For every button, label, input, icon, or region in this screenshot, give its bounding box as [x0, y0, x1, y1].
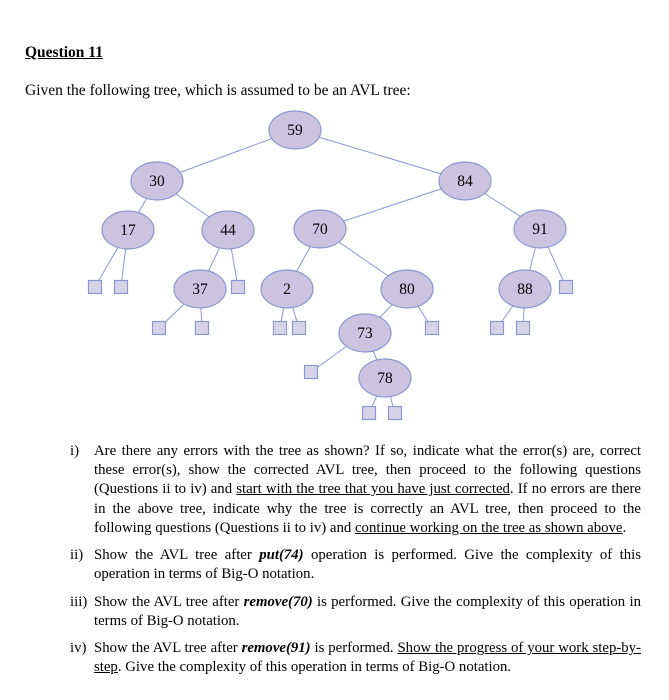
tree-edge	[295, 130, 465, 181]
tree-null-leaf	[232, 281, 245, 294]
tree-null-leaf	[426, 322, 439, 335]
question-label: iii)	[70, 593, 88, 610]
avl-tree-diagram	[0, 106, 669, 428]
tree-node-73	[339, 314, 391, 352]
tree-null-leaf	[89, 281, 102, 294]
svg-text:91: 91	[532, 221, 548, 238]
svg-text:80: 80	[399, 281, 415, 298]
tree-node-70	[294, 210, 346, 248]
question-label: ii)	[70, 547, 84, 564]
svg-text:44: 44	[220, 222, 236, 239]
tree-node-59	[269, 111, 321, 149]
question-label: iv)	[70, 640, 87, 657]
question-title: Question 11	[25, 44, 103, 61]
svg-text:30: 30	[149, 173, 165, 190]
tree-node-84	[439, 162, 491, 200]
questions-list	[70, 442, 641, 678]
tree-node-80	[381, 270, 433, 308]
intro-text: Given the following tree, which is assumed to be an AVL tree:	[25, 82, 411, 99]
question-item-i	[70, 442, 641, 538]
svg-text:78: 78	[377, 370, 393, 387]
tree-node-17	[102, 211, 154, 249]
tree-null-leaf	[491, 322, 504, 335]
tree-null-leaf	[389, 407, 402, 420]
tree-node-44	[202, 211, 254, 249]
tree-null-leaf	[293, 322, 306, 335]
question-text: Show the AVL tree after put(74) operation is performed. Give the complexity of this operation in terms of Big-O notation.	[94, 547, 641, 583]
tree-null-leaf	[560, 281, 573, 294]
question-label: i)	[70, 443, 80, 459]
tree-null-leaf	[153, 322, 166, 335]
tree-null-leaf	[115, 281, 128, 294]
tree-node-88	[499, 270, 551, 308]
tree-null-leaf	[363, 407, 376, 420]
svg-text:84: 84	[457, 173, 473, 190]
svg-text:37: 37	[192, 281, 208, 298]
tree-null-leaf	[196, 322, 209, 335]
question-text: Are there any errors with the tree as shown? If so, indicate what the error(s) are, correct these error(s), show the corrected AVL tree, then proceed to the following questions (Questions ii to iv) and start with the tree that you have just corrected. If no errors are there in the above tree, indicate why the tree is correctly an AVL tree, then proceed to the following questions (Questions ii to iv) and continue working on the tree as shown above.	[94, 443, 641, 536]
svg-text:2: 2	[283, 281, 291, 298]
tree-node-30	[131, 162, 183, 200]
question-text: Show the AVL tree after remove(91) is performed. Show the progress of your work step-by-step. Give the complexity of this operation in terms of Big-O notation.	[94, 640, 641, 676]
question-item-ii	[70, 546, 641, 584]
tree-node-91	[514, 210, 566, 248]
svg-text:73: 73	[357, 325, 373, 342]
tree-null-leaf	[274, 322, 287, 335]
svg-text:17: 17	[120, 222, 136, 239]
svg-text:88: 88	[517, 281, 533, 298]
tree-null-leaf	[305, 366, 318, 379]
tree-node-2	[261, 270, 313, 308]
svg-text:70: 70	[312, 221, 328, 238]
tree-node-78	[359, 359, 411, 397]
question-text: Show the AVL tree after remove(70) is performed. Give the complexity of this operation in terms of Big-O notation.	[94, 593, 641, 629]
question-item-iii	[70, 593, 641, 631]
tree-null-leaf	[517, 322, 530, 335]
question-item-iv	[70, 639, 641, 677]
svg-text:59: 59	[287, 122, 303, 139]
tree-node-37	[174, 270, 226, 308]
